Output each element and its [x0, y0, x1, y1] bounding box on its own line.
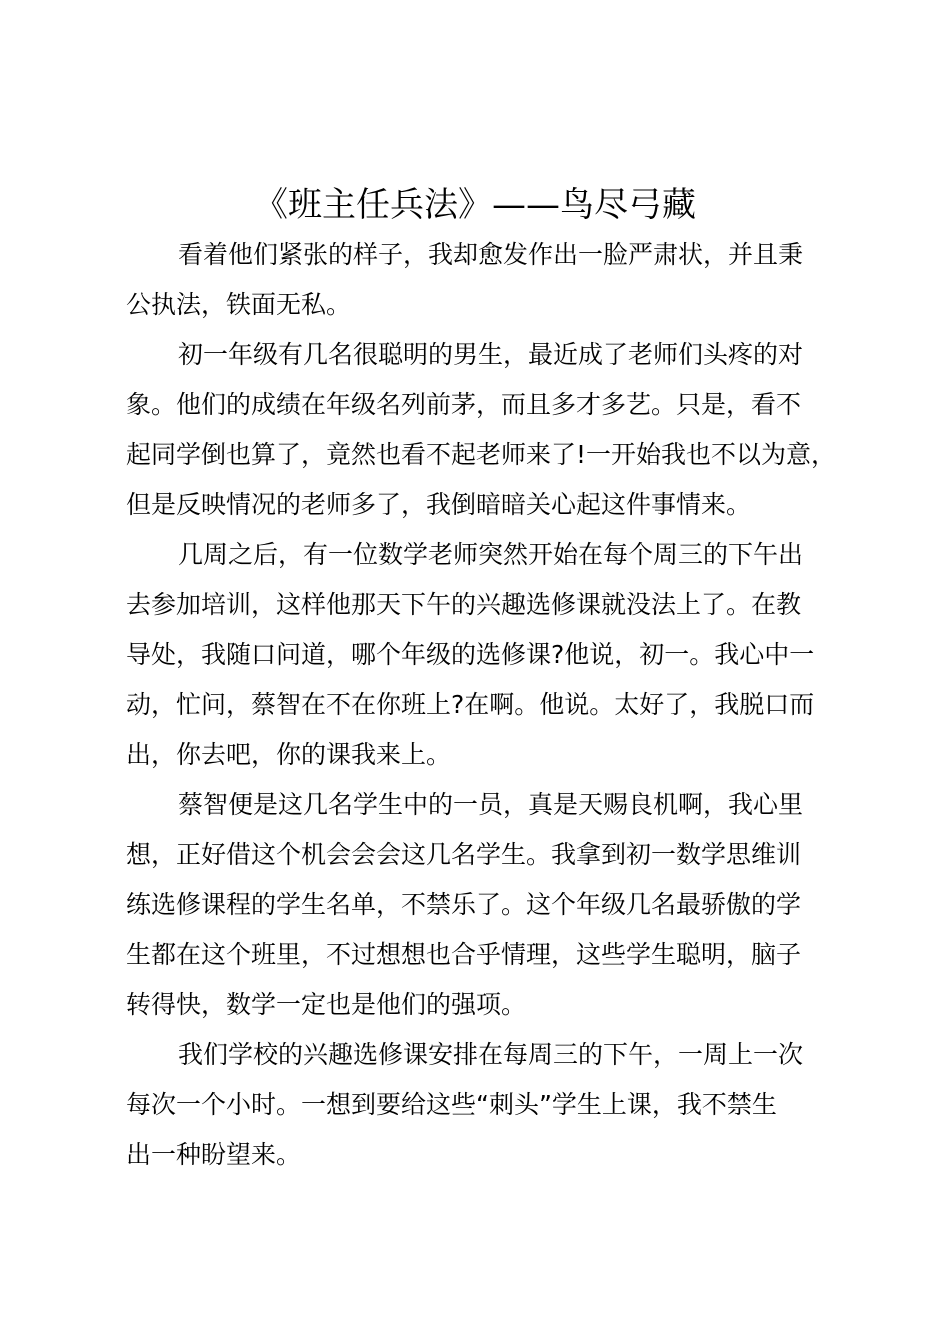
text-line: 想，正好借这个机会会会这几名学生。我拿到初一数学思维训: [126, 840, 802, 869]
text-line: 几周之后，有一位数学老师突然开始在每个周三的下午出: [178, 540, 804, 569]
text-line: 起同学倒也算了，竟然也看不起老师来了!一开始我也不以为意，: [126, 440, 837, 469]
text-line: 象。他们的成绩在年级名列前茅，而且多才多艺。只是，看不: [126, 390, 802, 419]
paragraph-4: [126, 780, 826, 1030]
text-line: 去参加培训，这样他那天下午的兴趣选修课就没法上了。在教: [126, 590, 802, 619]
text-line: 我们学校的兴趣选修课安排在每周三的下午，一周上一次: [178, 1040, 804, 1069]
paragraph-3: [126, 530, 826, 780]
text-line: 蔡智便是这几名学生中的一员，真是天赐良机啊，我心里: [178, 790, 804, 819]
paragraph-2: [126, 330, 837, 530]
text-line: 每次一个小时。一想到要给这些“刺头”学生上课，我不禁生: [126, 1090, 777, 1119]
text-line: 导处，我随口问道，哪个年级的选修课?他说，初一。我心中一: [126, 640, 815, 669]
text-line: 出，你去吧，你的课我来上。: [126, 740, 452, 769]
text-line: 出一种盼望来。: [126, 1140, 302, 1169]
text-line: 看着他们紧张的样子，我却愈发作出一脸严肃状，并且秉: [178, 240, 804, 269]
text-line: 生都在这个班里，不过想想也合乎情理，这些学生聪明，脑子: [126, 940, 802, 969]
document-body: [126, 230, 837, 1180]
text-line: 转得快，数学一定也是他们的强项。: [126, 990, 527, 1019]
text-line: 初一年级有几名很聪明的男生，最近成了老师们头疼的对: [178, 340, 804, 369]
text-line: 练选修课程的学生名单，不禁乐了。这个年级几名最骄傲的学: [126, 890, 802, 919]
paragraph-5: [126, 1030, 826, 1180]
text-line: 但是反映情况的老师多了，我倒暗暗关心起这件事情来。: [126, 490, 752, 519]
paragraph-1: [126, 230, 826, 330]
text-line: 动，忙问，蔡智在不在你班上?在啊。他说。太好了，我脱口而: [126, 690, 815, 719]
document-title: 《班主任兵法》——鸟尽弓藏: [254, 185, 696, 225]
text-line: 公执法，铁面无私。: [126, 290, 352, 319]
